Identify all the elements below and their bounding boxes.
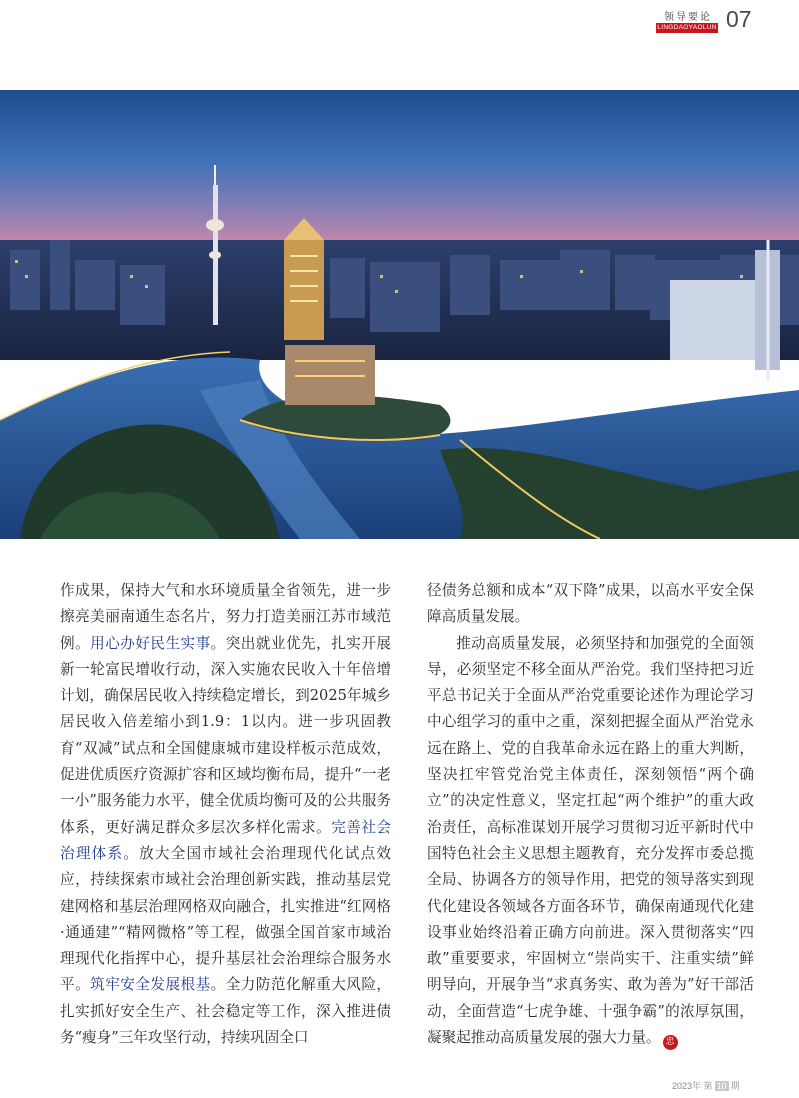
section-title: 领导要论 — [664, 12, 712, 23]
subheading-governance: 完善社会治理体系 — [60, 818, 391, 862]
paragraph-text: 。突出就业优先，扎实开展新一轮富民增收行动，深入实施农民收入十年倍增计划，确保居民收入持续稳定增长，到2025年城乡居民收入倍差缩小到1.9：1以内。进一步巩固教育“双减”试点和全国健康城市建设样板示范成效，促进优质医疗资源扩容和区域均衡布局，提升“一老一小”服务能力水平，健全优质均衡可及的公共服务体系，更好满足群众多层次多样化需求。 — [60, 634, 391, 836]
paragraph-text: 作成果，保持大气和水环境质量全省领先，进一步擦亮美丽南通生态名片，努力打造美丽江苏市域范例。 — [60, 582, 391, 652]
issue-footer — [672, 1079, 740, 1092]
footer-di: 第 — [703, 1081, 713, 1091]
section-subtitle: LINGDAOYAOLUN — [657, 24, 717, 31]
footer-issue-number: 10 — [716, 1081, 727, 1091]
paragraph — [427, 631, 754, 1052]
right-column — [427, 578, 754, 1051]
paragraph-text: 推动高质量发展，必须坚持和加强党的全面领导，必须坚定不移全面从严治党。我们坚持把习近平总书记关于全面从严治党重要论述作为理论学习中心组学习的重中之重，深刻把握全面从严治党永远在路上、党的自我革命永远在路上的重大判断，坚决扛牢管党治党主体责任，深刻领悟“两个确立”的决定性意义，坚定扛起“两个维护”的重大政治责任，高标准谋划开展学习贯彻习近平新时代中国特色社会主义思想主题教育，充分发挥市委总揽全局、协调各方的领导作用，把党的领导落实到现代化建设各领域各方面各环节，确保南通现代化建设事业始终沿着正确方向前进。深入贯彻落实“四敢”重要要求，牢固树立“崇尚实干、注重实绩”鲜明导向，开展争当“求真务实、敢为善为”好干部活动，全面营造“七虎争雄、十强争霸”的浓厚氛围，凝聚起推动高质量发展的强大力量。 — [427, 634, 754, 1047]
end-mark-icon: 忠 — [663, 1035, 678, 1050]
paragraph — [60, 578, 391, 1051]
left-column — [60, 578, 391, 1051]
subheading-livelihood: 用心办好民生实事 — [90, 634, 211, 652]
paragraph-text: 。全力防范化解重大风险，扎实抓好安全生产、社会稳定等工作，深入推进债务“瘦身”三年攻坚行动，持续巩固全口 — [60, 976, 391, 1047]
subheading-security: 筑牢安全发展根基 — [90, 976, 211, 994]
footer-year: 2023年 — [672, 1081, 702, 1091]
city-night-photo — [0, 90, 799, 539]
page-number: 07 — [726, 6, 752, 32]
paragraph-text: 。放大全国市域社会治理现代化试点效应，持续探索市域社会治理创新实践，推动基层党建网格和基层治理网格双向融合，扎实推进“红网格·通通建”“精网微格”等工程，做强全国首家市域治理现代化指挥中心，提升基层社会治理综合服务水平。 — [60, 844, 391, 994]
footer-qi: 期 — [730, 1081, 740, 1091]
paragraph: 径债务总额和成本“双下降”成果，以高水平安全保障高质量发展。 — [427, 582, 754, 626]
